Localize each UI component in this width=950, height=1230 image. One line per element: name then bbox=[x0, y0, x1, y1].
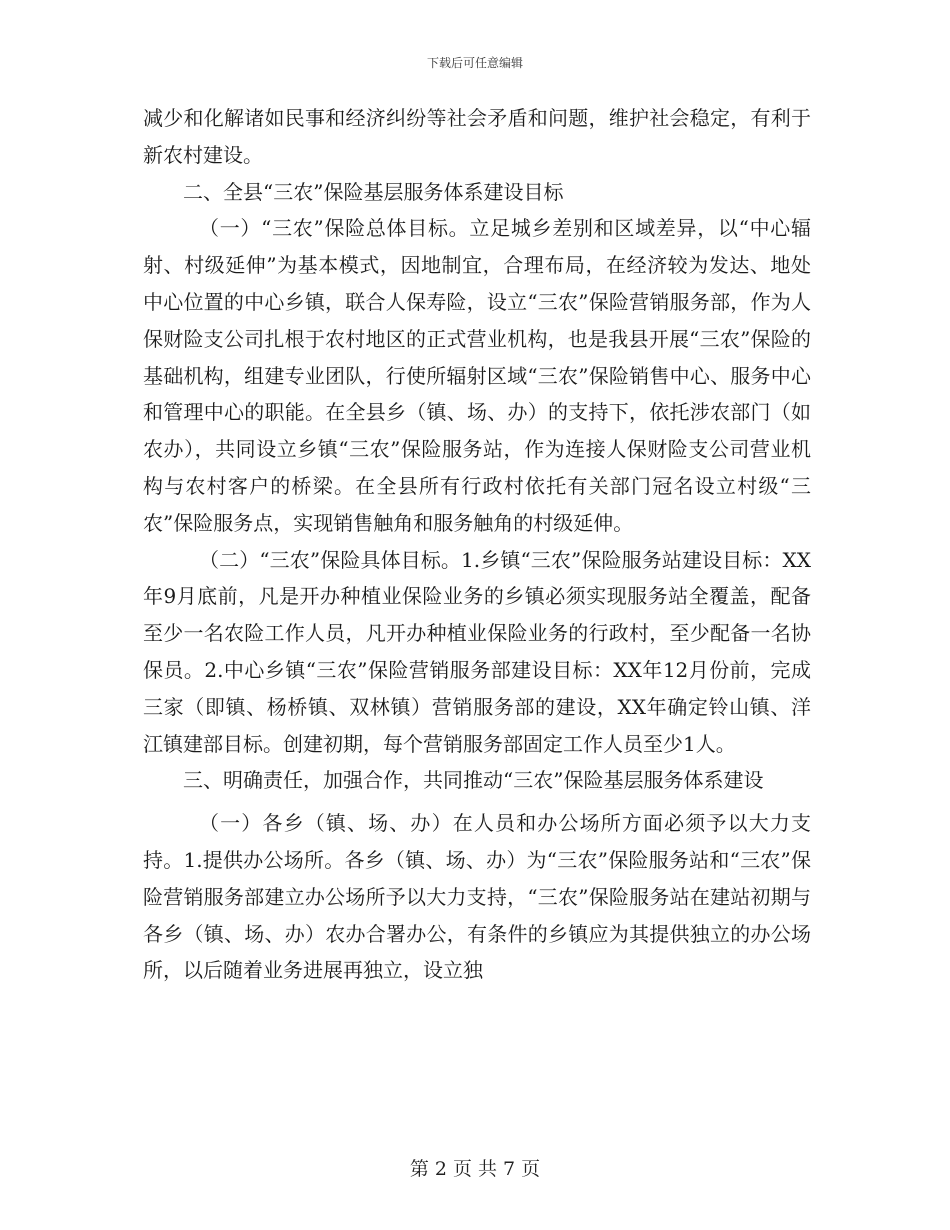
paragraph-specific-goal: （二）“三农”保险具体目标。1.乡镇“三农”保险服务站建设目标：XX年9月底前，凡是开办种植业保险业务的乡镇必须实现服务站全覆盖，配备至少一名农险工作人员，凡开办种植业保险业务的行政村，至少配备一名协保员。2.中心乡镇“三农”保险营销服务部建设目标：XX年12月份前，完成三家（即镇、杨桥镇、双林镇）营销服务部的建设，XX年确定铃山镇、洋江镇建部目标。创建初期，每个营销服务部固定工作人员至少1人。 bbox=[143, 547, 811, 756]
paragraph-township-support: （一）各乡（镇、场、办）在人员和办公场所方面必须予以大力支持。1.提供办公场所。各乡（镇、场、办）为“三农”保险服务站和“三农”保险营销服务部建立办公场所予以大力支持，“三农”保险服务站在建站初期与各乡（镇、场、办）农办合署办公，有条件的乡镇应为其提供独立的办公场所，以后随着业务进展再独立，设立独 bbox=[143, 811, 811, 983]
page-header: 下载后可任意编辑 bbox=[426, 56, 523, 70]
section-heading-3: 三、明确责任，加强合作，共同推动“三农”保险基层服务体系建设 bbox=[183, 768, 764, 793]
paragraph-continuation: 减少和化解诸如民事和经济纠纷等社会矛盾和问题，维护社会稳定，有利于新农村建设。 bbox=[143, 106, 811, 167]
document-body bbox=[143, 100, 811, 989]
section-heading-2: 二、全县“三农”保险基层服务体系建设目标 bbox=[183, 179, 564, 204]
page-footer: 第 2 页 共 7 页 bbox=[409, 1158, 541, 1180]
paragraph-overall-goal: （一）“三农”保险总体目标。立足城乡差别和区域差异，以“中心辐射、村级延伸”为基本模式，因地制宜，合理布局，在经济较为发达、地处中心位置的中心乡镇，联合人保寿险，设立“三农”保险营销服务部，作为人保财险支公司扎根于农村地区的正式营业机构，也是我县开展“三农”保险的基础机构，组建专业团队，行使所辐射区域“三农”保险销售中心、服务中心和管理中心的职能。在全县乡（镇、场、办）的支持下，依托涉农部门（如农办），共同设立乡镇“三农”保险服务站，作为连接人保财险支公司营业机构与农村客户的桥梁。在全县所有行政村依托有关部门冠名设立村级“三农”保险服务点，实现销售触角和服务触角的村级延伸。 bbox=[143, 216, 811, 535]
